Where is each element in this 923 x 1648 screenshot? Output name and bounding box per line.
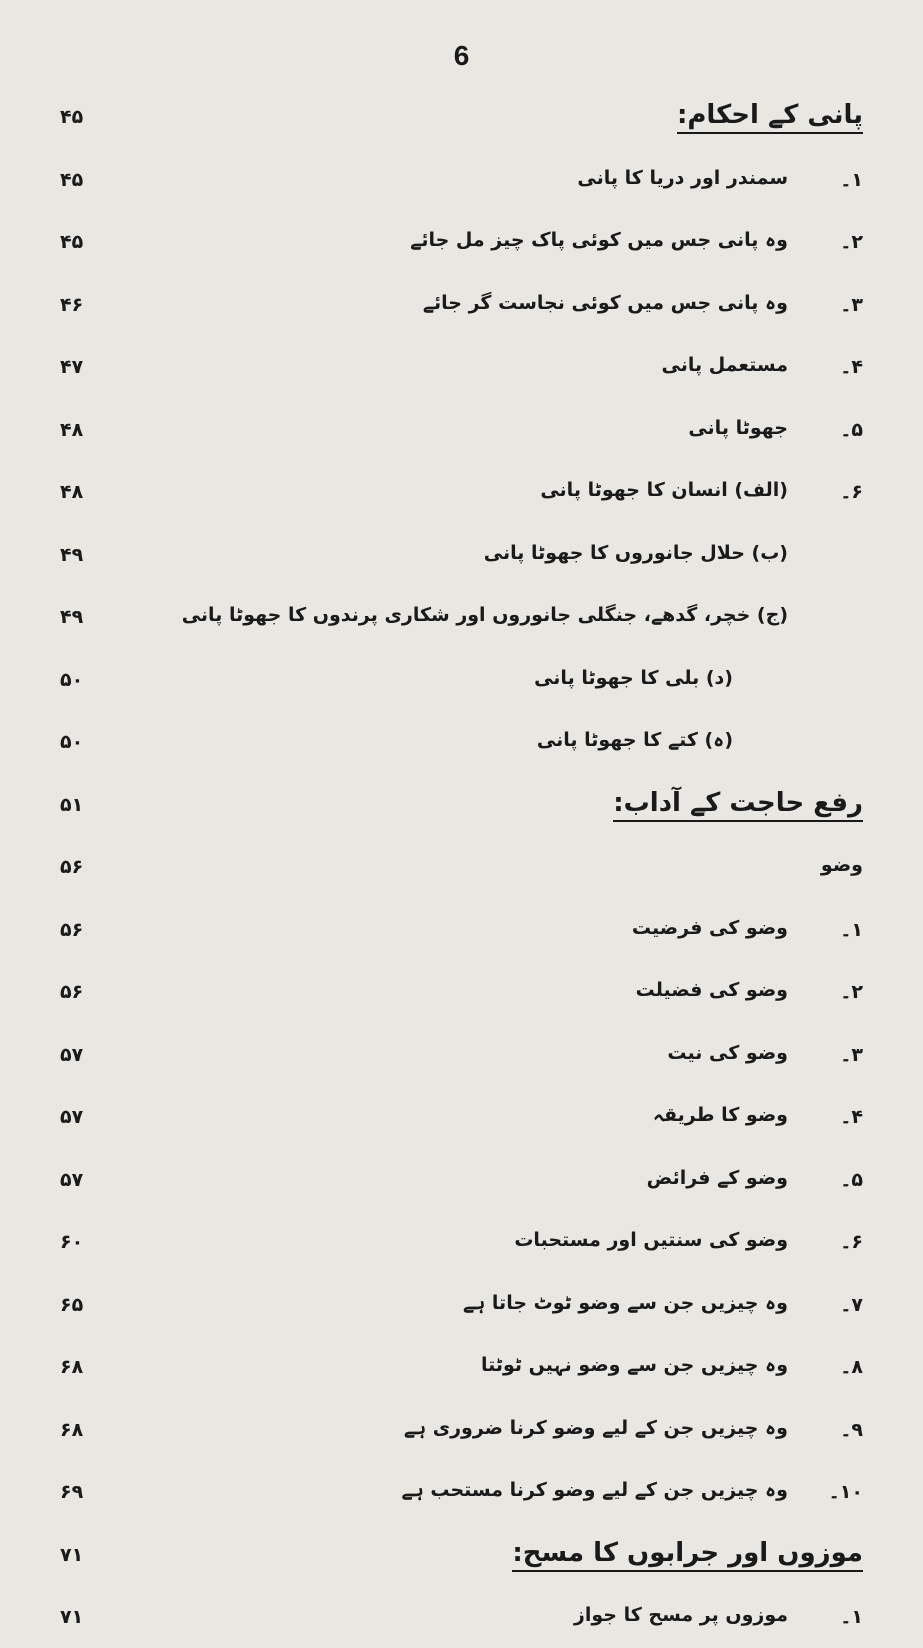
toc-page-number: ۵۶ (60, 856, 84, 878)
toc-page-number: ۵۷ (60, 1168, 84, 1191)
toc-section-heading (0, 788, 923, 836)
toc-page-number: ۴۸ (60, 418, 84, 441)
toc-entry (0, 600, 923, 648)
toc-item-marker: ۲۔ (840, 981, 863, 1003)
toc-entry-title: وضو کی سنتیں اور مستحبات (514, 1229, 788, 1251)
toc-page-number: ۴۶ (60, 293, 84, 316)
toc-entry-title: (ہ) کتے کا جھوٹا پانی (536, 729, 733, 751)
toc-entry (0, 1225, 923, 1273)
toc-page-number: ۷۱ (60, 1606, 84, 1628)
toc-page-number: ۴۸ (60, 481, 84, 503)
toc-entry-title: (ج) خچر، گدھے، جنگلی جانوروں اور شکاری پرندوں کا جھوٹا پانی (181, 604, 788, 626)
toc-entry (0, 1100, 923, 1148)
toc-page-number: ۴۹ (60, 543, 84, 566)
toc-item-marker: ۱۔ (840, 168, 863, 191)
toc-entry (0, 913, 923, 961)
toc-entry (0, 475, 923, 523)
toc-entry (0, 1038, 923, 1086)
toc-entry-title: وہ چیزیں جن سے وضو ٹوٹ جاتا ہے (463, 1291, 788, 1314)
toc-item-marker: ۲۔ (840, 231, 863, 253)
toc-item-marker: ۴۔ (840, 1106, 863, 1128)
toc-entry (0, 850, 923, 898)
toc-page-number: ۶۸ (60, 1418, 84, 1441)
toc-entry (0, 538, 923, 586)
toc-item-marker: ۸۔ (840, 1356, 863, 1378)
toc-entry-title: وضو کی فضیلت (635, 979, 788, 1001)
toc-page-number: ۶۹ (60, 1481, 84, 1503)
toc-page-number: ۵۱ (60, 793, 84, 816)
toc-item-marker: ۶۔ (840, 1231, 863, 1253)
toc-entry (0, 225, 923, 273)
toc-section-heading (0, 1538, 923, 1586)
toc-item-marker: ۵۔ (840, 1168, 863, 1191)
toc-entry (0, 288, 923, 336)
toc-entry-title: مستعمل پانی (661, 354, 788, 376)
toc-page-number: ۶۵ (60, 1293, 84, 1316)
toc-item-marker: ۹۔ (840, 1418, 863, 1441)
toc-entry (0, 350, 923, 398)
toc-entry-title: موزوں پر مسح کا جواز (573, 1604, 788, 1626)
toc-entry-title: وہ چیزیں جن سے وضو نہیں ٹوٹتا (480, 1354, 788, 1376)
toc-item-marker: ۱۰۔ (828, 1481, 863, 1503)
toc-entry-title: جھوٹا پانی (688, 416, 788, 439)
toc-item-marker: ۱۔ (840, 918, 863, 941)
toc-page-number: ۶۸ (60, 1356, 84, 1378)
toc-entry (0, 1163, 923, 1211)
toc-entry-title: وضو کے فرائض (646, 1166, 788, 1189)
toc-page-number: ۴۵ (60, 168, 84, 191)
toc-item-marker: ۵۔ (840, 418, 863, 441)
toc-entry-title: وہ چیزیں جن کے لیے وضو کرنا ضروری ہے (403, 1416, 788, 1439)
toc-entry-title: سمندر اور دریا کا پانی (577, 166, 788, 189)
toc-entry-title: (د) بلی کا جھوٹا پانی (534, 666, 733, 689)
toc-entry (0, 663, 923, 711)
toc-entry-title: وہ پانی جس میں کوئی پاک چیز مل جائے (410, 229, 788, 251)
toc-entry-title: وہ پانی جس میں کوئی نجاست گر جائے (422, 291, 788, 314)
toc-page-number: ۵۰ (60, 668, 84, 691)
toc-entry-title: (الف) انسان کا جھوٹا پانی (540, 479, 788, 501)
toc-entry (0, 413, 923, 461)
toc-heading-title: موزوں اور جرابوں کا مسح: (512, 1538, 863, 1572)
toc-page-number: ۶۰ (60, 1231, 84, 1253)
toc-entry (0, 1475, 923, 1523)
toc-entry (0, 1350, 923, 1398)
toc-page-number: ۴۵ (60, 231, 84, 253)
toc-entry (0, 725, 923, 773)
toc-page-number: ۵۷ (60, 1043, 84, 1066)
toc-entry-title: وضو کی فرضیت (631, 916, 788, 939)
toc-heading-title: پانی کے احکام: (677, 100, 863, 134)
toc-item-marker: ۳۔ (840, 1043, 863, 1066)
page-number: 6 (453, 40, 470, 71)
toc-entry-title: وہ چیزیں جن کے لیے وضو کرنا مستحب ہے (401, 1479, 788, 1501)
toc-page-number: ۵۶ (60, 918, 84, 941)
toc-item-marker: ۳۔ (840, 293, 863, 316)
toc-entry-title: (ب) حلال جانوروں کا جھوٹا پانی (483, 541, 788, 564)
toc-entry-title: وضو کا طریقہ (652, 1104, 788, 1126)
toc-page-number: ۴۵ (60, 106, 84, 128)
toc-heading-title: رفع حاجت کے آداب: (613, 788, 863, 822)
toc-item-marker: ۴۔ (840, 356, 863, 378)
toc-entry (0, 975, 923, 1023)
toc-page-number: ۵۰ (60, 731, 84, 753)
toc-entry (0, 163, 923, 211)
toc-entry (0, 1413, 923, 1461)
toc-entry (0, 1288, 923, 1336)
toc-section-heading (0, 100, 923, 148)
toc-page-number: ۵۷ (60, 1106, 84, 1128)
toc-entry-title: وضو (820, 854, 863, 876)
toc-entry-title: وضو کی نیت (667, 1041, 788, 1064)
toc-page-number: ۴۹ (60, 606, 84, 628)
toc-page-number: ۷۱ (60, 1543, 84, 1566)
toc-item-marker: ۶۔ (840, 481, 863, 503)
toc-entry (0, 1600, 923, 1648)
toc-page-number: ۴۷ (60, 356, 84, 378)
toc-item-marker: ۷۔ (840, 1293, 863, 1316)
toc-page-number: ۵۶ (60, 981, 84, 1003)
toc-item-marker: ۱۔ (840, 1606, 863, 1628)
